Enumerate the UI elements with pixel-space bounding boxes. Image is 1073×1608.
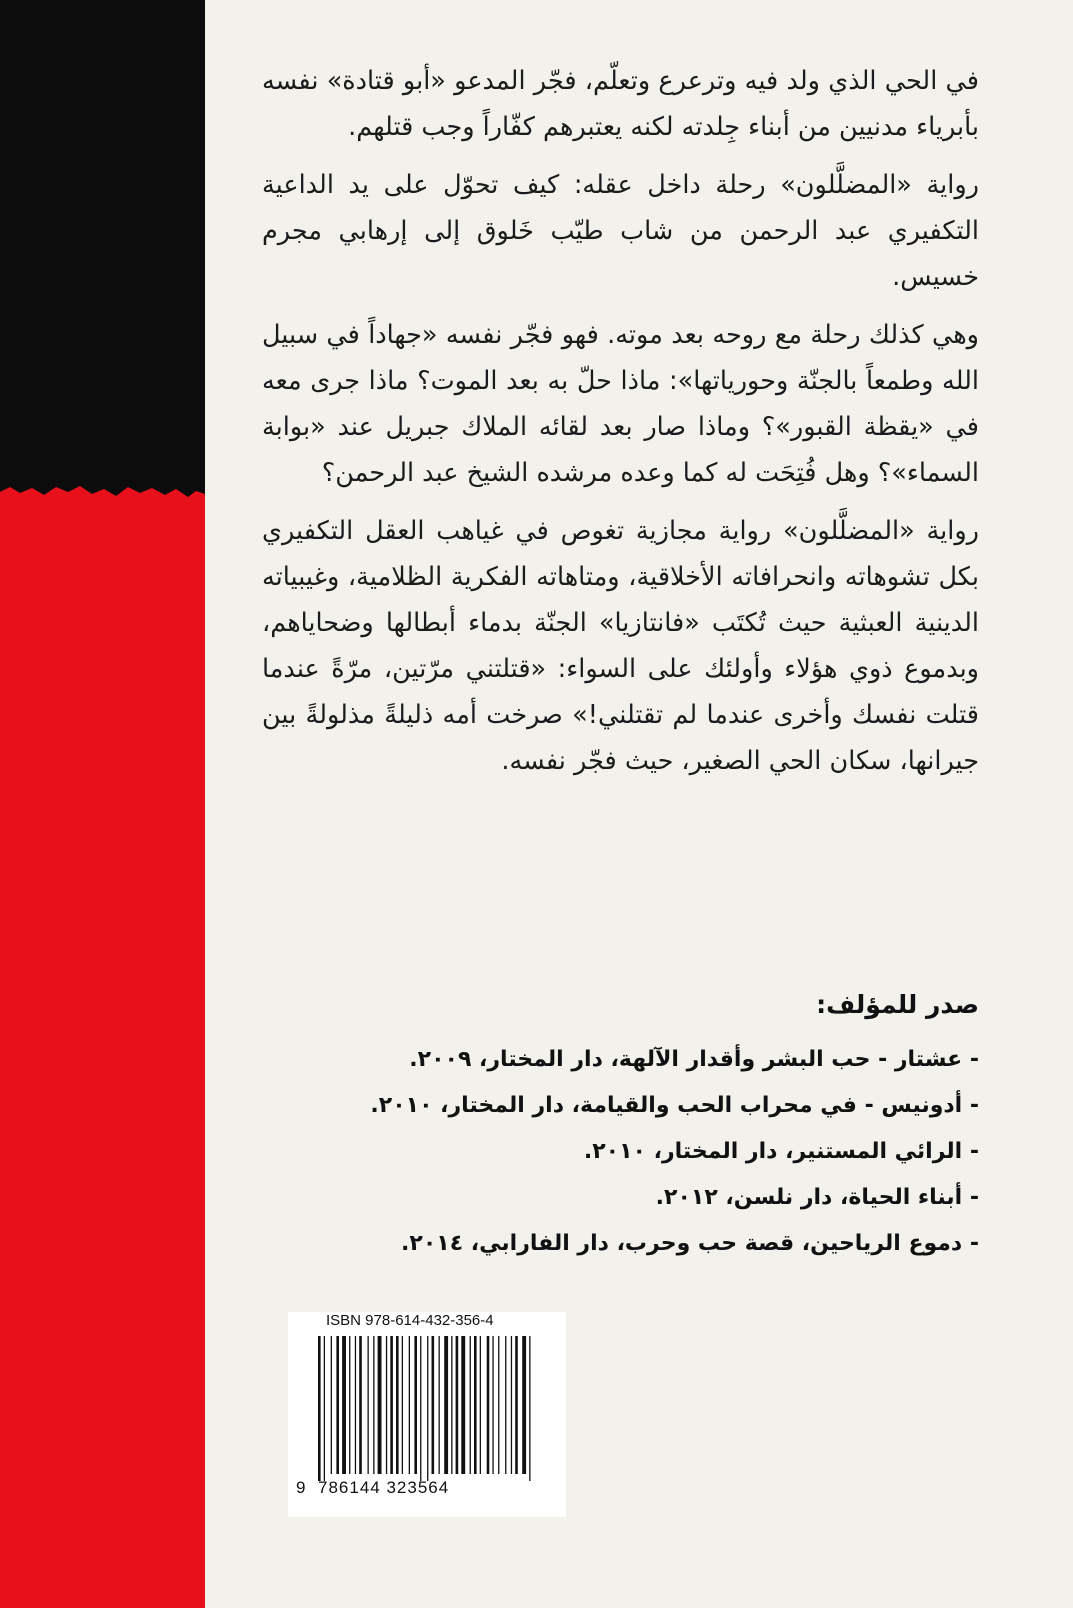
barcode-bar [498,1336,499,1474]
barcode-bar [386,1336,387,1474]
barcode-bar [439,1336,440,1474]
barcode-bar [349,1336,350,1474]
barcode-bar [414,1336,417,1474]
spine-red-band [0,480,205,1608]
barcode-bar [461,1336,465,1474]
author-works-heading: صدر للمؤلف: [816,990,979,1019]
barcode-bar [474,1336,477,1474]
barcode-bar [420,1336,421,1481]
barcode-digits: 786144 323564 [318,1478,450,1497]
description-paragraph-3: وهي كذلك رحلة مع روحه بعد موته. فهو فجّر نفسه «جهاداً في سبيل الله وطمعاً بالجنّة وحورياتها»: ماذا حلّ به بعد الموت؟ ماذا جرى معه في «يقظة القبور»؟ وماذا صار بعد لقائه الملاك جبريل عند «بوابة السماء»؟ وهل فُتِحَت له كما وعده مرشده الشيخ عبد الرحمن؟ [262,320,979,488]
barcode-bar [427,1336,428,1481]
barcode-bar [373,1336,374,1474]
barcode-bar [368,1336,369,1474]
author-work-item: - أدونيس - في محراب الحب والقيامة، دار المختار، ٢٠١٠. [370,1093,979,1118]
barcode-bar [336,1336,339,1474]
barcode-bar [529,1336,530,1481]
barcode-bar [492,1336,493,1474]
author-work-item: - دموع الرياحين، قصة حب وحرب، دار الفارابي، ٢٠١٤. [401,1231,979,1256]
barcode-bar [515,1336,518,1474]
description-paragraph-2: رواية «المضلَّلون» رحلة داخل عقله: كيف تحوّل على يد الداعية التكفيري عبد الرحمن من شاب طيّب خَلوق إلى إرهابي مجرم خسيس. [262,170,979,292]
spine-black-band [0,0,205,500]
book-description [262,58,979,796]
author-works [262,990,979,1267]
barcode-bar [396,1336,399,1474]
barcode-bar [444,1336,448,1474]
barcode-bar [331,1336,332,1474]
barcode-bar [342,1336,346,1474]
torn-edge [0,470,205,510]
barcode-bar [470,1336,471,1474]
barcode-bars [318,1336,558,1481]
author-work-item: - الرائي المستنير، دار المختار، ٢٠١٠. [583,1139,979,1164]
barcode-bar [511,1336,512,1474]
barcode-bar [378,1336,382,1474]
author-work-item: - أبناء الحياة، دار نلسن، ٢٠١٢. [655,1185,979,1210]
barcode-bar [522,1336,526,1474]
barcode-bar [487,1336,490,1474]
description-paragraph-4: رواية «المضلَّلون» رواية مجازية تغوص في غياهب العقل التكفيري بكل تشوهاته وانحرافاته الأخلاقية، ومتاهاته الفكرية الظلامية، وغيبياته الدينية العبثية حيث تُكتَب «فانتازيا» الجنّة بدماء أبطالها وضحاياهم، وبدموع ذوي هؤلاء وأولئك على السواء: «قتلتني مرّتين، مرّةً عندما قتلت نفسك وأخرى عندما لم تقتلني!» صرخت أمه ذليلةً مذلولةً بين جيرانها، سكان الحي الصغير، حيث فجّر نفسه. [262,516,979,776]
description-paragraph-1: في الحي الذي ولد فيه وترعرع وتعلّم، فجّر المدعو «أبو قتادة» نفسه بأبرياء مدنيين من أبناء جِلدته لكنه يعتبرهم كفّاراً وجب قتلهم. [262,66,979,142]
barcode-bar [409,1336,410,1474]
barcode-bar [451,1336,452,1474]
isbn-label: ISBN 978-614-432-356-4 [326,1312,494,1329]
barcode-bar [359,1336,362,1474]
barcode-bar [505,1336,506,1474]
barcode-first-digit: 9 [296,1478,307,1497]
barcode-bar [355,1336,356,1474]
barcode-bar [432,1336,435,1474]
barcode-bar [402,1336,403,1474]
barcode-bar [390,1336,393,1474]
barcode-bar [324,1336,325,1481]
barcode-bar [480,1336,481,1474]
barcode-bar [318,1336,321,1481]
barcode-bar [456,1336,459,1474]
author-work-item: - عشتار - حب البشر وأقدار الآلهة، دار المختار، ٢٠٠٩. [409,1047,979,1072]
